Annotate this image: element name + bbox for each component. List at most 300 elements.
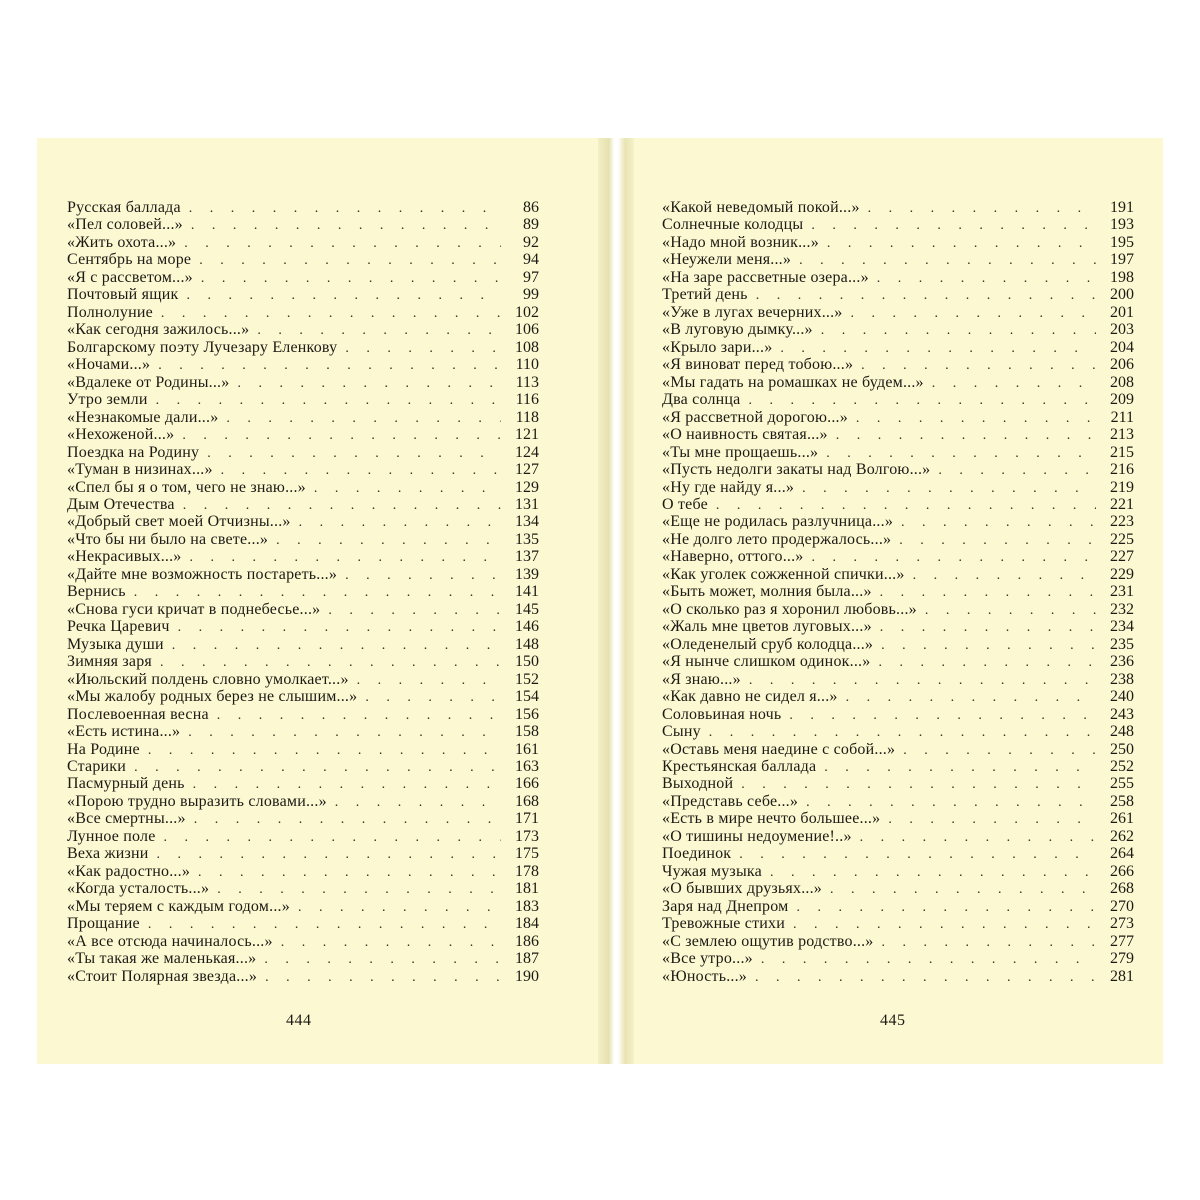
left-page <box>67 199 539 985</box>
toc-entry <box>67 845 539 862</box>
toc-dot-leader <box>770 864 1096 880</box>
toc-entry-page: 243 <box>1110 705 1134 723</box>
toc-entry-title: Чужая музыка <box>662 862 762 880</box>
toc-entry <box>662 863 1134 880</box>
toc-entry-title: «А все отсюда начиналось...» <box>67 932 273 950</box>
right-page-number: 445 <box>880 1012 906 1029</box>
toc-dot-leader <box>811 217 1096 233</box>
toc-dot-leader <box>161 305 501 321</box>
toc-dot-leader <box>901 514 1096 530</box>
toc-entry-page: 145 <box>515 600 539 618</box>
toc-entry-page: 252 <box>1110 758 1134 775</box>
toc-dot-leader <box>821 322 1096 338</box>
toc-dot-leader <box>183 497 501 513</box>
toc-entry-page: 198 <box>1110 268 1134 286</box>
toc-entry <box>662 775 1134 792</box>
toc-entry <box>67 636 539 653</box>
toc-dot-leader <box>851 305 1096 321</box>
toc-dot-leader <box>878 654 1096 670</box>
book-gutter <box>598 138 634 1064</box>
toc-entry-title: Сыну <box>662 723 701 741</box>
toc-entry-page: 240 <box>1110 688 1134 706</box>
toc-entry <box>662 968 1134 985</box>
toc-entry <box>662 933 1134 950</box>
toc-dot-leader <box>345 567 501 583</box>
toc-entry <box>662 723 1134 740</box>
toc-dot-leader <box>780 340 1096 356</box>
toc-entry-title: Русская баллада <box>67 199 181 216</box>
toc-entry-title: О тебе <box>662 495 708 513</box>
toc-entry-page: 201 <box>1110 303 1134 321</box>
toc-entry-title: «Мы гадать на ромашках не будем...» <box>662 373 924 391</box>
toc-entry-page: 219 <box>1110 478 1134 496</box>
toc-entry-title: «Стоит Полярная звезда...» <box>67 967 258 985</box>
toc-entry <box>662 601 1134 618</box>
toc-entry <box>67 496 539 513</box>
toc-entry <box>67 863 539 880</box>
toc-entry-title: «Снова гуси кричат в поднебесье...» <box>67 600 321 618</box>
toc-dot-leader <box>913 567 1096 583</box>
toc-dot-leader <box>160 654 501 670</box>
toc-entry-page: 277 <box>1110 932 1134 950</box>
toc-entry <box>67 531 539 548</box>
toc-entry-page: 99 <box>523 286 539 304</box>
toc-entry-title: «Вдалеке от Родины...» <box>67 373 230 391</box>
toc-dot-leader <box>899 532 1096 548</box>
toc-entry-title: «Надо мной возник...» <box>662 233 819 251</box>
toc-dot-leader <box>299 514 501 530</box>
toc-entry <box>662 513 1134 530</box>
toc-entry <box>67 723 539 740</box>
toc-entry <box>662 461 1134 478</box>
toc-entry-page: 135 <box>515 530 539 548</box>
toc-entry <box>67 339 539 356</box>
toc-entry <box>662 618 1134 635</box>
toc-dot-leader <box>157 846 501 862</box>
toc-entry-title: Старики <box>67 758 127 775</box>
toc-dot-leader <box>812 549 1096 565</box>
toc-dot-leader <box>925 602 1096 618</box>
toc-entry-title: Соловьиная ночь <box>662 705 782 723</box>
toc-entry <box>662 671 1134 688</box>
toc-entry-title: «Уже в лугах вечерних...» <box>662 303 843 321</box>
toc-entry-title: На Родине <box>67 740 140 758</box>
toc-dot-leader <box>265 969 501 985</box>
toc-entry-title: Прощание <box>67 915 140 933</box>
toc-entry-page: 264 <box>1110 845 1134 863</box>
toc-entry-title: «Ночами...» <box>67 356 151 374</box>
toc-dot-leader <box>221 462 501 478</box>
toc-entry <box>67 321 539 338</box>
toc-dot-leader <box>189 200 501 216</box>
toc-entry-page: 168 <box>515 792 539 810</box>
toc-entry-title: «Не долго лето продержалось...» <box>662 530 892 548</box>
toc-dot-leader <box>749 672 1096 688</box>
toc-entry-title: «О наивность святая...» <box>662 426 828 444</box>
toc-entry-page: 163 <box>515 758 539 775</box>
toc-entry-title: Веха жизни <box>67 845 149 863</box>
toc-entry-title: «Добрый свет моей Отчизны...» <box>67 513 291 531</box>
toc-dot-leader <box>903 742 1096 758</box>
toc-dot-leader <box>802 480 1096 496</box>
toc-entry-title: «Что бы ни было на свете...» <box>67 530 269 548</box>
toc-entry-title: «Есть в мире нечто большее...» <box>662 810 881 828</box>
toc-entry <box>662 199 1134 216</box>
toc-entry-page: 213 <box>1110 426 1134 444</box>
toc-entry-page: 225 <box>1110 530 1134 548</box>
toc-entry <box>67 548 539 565</box>
toc-entry-page: 273 <box>1110 915 1134 933</box>
toc-entry-page: 211 <box>1110 408 1134 426</box>
toc-dot-leader <box>881 637 1096 653</box>
toc-entry <box>662 374 1134 391</box>
toc-entry-title: «Крыло зари...» <box>662 338 773 356</box>
toc-entry-page: 97 <box>523 268 539 286</box>
right-page <box>662 199 1134 985</box>
toc-entry-page: 200 <box>1110 286 1134 304</box>
toc-entry-title: Поединок <box>662 845 732 863</box>
toc-entry-title: «Я нынче слишком одинок...» <box>662 653 871 671</box>
toc-dot-leader <box>281 934 501 950</box>
toc-dot-leader <box>799 252 1096 268</box>
toc-dot-leader <box>824 759 1096 775</box>
toc-entry-title: Пасмурный день <box>67 775 185 793</box>
toc-dot-leader <box>793 916 1096 932</box>
toc-entry-page: 183 <box>515 897 539 915</box>
toc-entry-title: Музыка души <box>67 635 164 653</box>
toc-dot-leader <box>877 270 1096 286</box>
toc-dot-leader <box>217 707 501 723</box>
toc-entry <box>662 845 1134 862</box>
toc-entry-title: Выходной <box>662 775 734 793</box>
toc-entry <box>662 409 1134 426</box>
toc-entry <box>662 321 1134 338</box>
toc-entry <box>67 269 539 286</box>
toc-entry-title: «Как радостно...» <box>67 862 191 880</box>
toc-entry <box>67 374 539 391</box>
toc-entry-title: «Как сегодня зажилось...» <box>67 321 250 339</box>
toc-dot-leader <box>856 410 1096 426</box>
toc-entry-title: Крестьянская баллада <box>662 758 817 775</box>
toc-entry-page: 238 <box>1110 670 1134 688</box>
toc-entry-page: 250 <box>1110 740 1134 758</box>
toc-entry <box>67 950 539 967</box>
toc-dot-leader <box>264 951 501 967</box>
toc-entry-page: 108 <box>515 338 539 356</box>
toc-entry <box>662 828 1134 845</box>
toc-dot-leader <box>741 776 1096 792</box>
toc-entry-page: 221 <box>1110 495 1134 513</box>
toc-dot-leader <box>257 322 501 338</box>
toc-entry-page: 232 <box>1110 600 1134 618</box>
toc-entry-title: «Юность...» <box>662 967 747 985</box>
toc-dot-leader <box>880 584 1096 600</box>
toc-dot-leader <box>806 794 1096 810</box>
toc-dot-leader <box>739 846 1096 862</box>
toc-entry-title: Зимняя заря <box>67 653 152 671</box>
toc-dot-leader <box>148 742 501 758</box>
toc-entry-title: Два солнца <box>662 391 741 409</box>
toc-entry-page: 191 <box>1110 199 1134 216</box>
toc-dot-leader <box>846 689 1096 705</box>
toc-dot-leader <box>314 480 501 496</box>
right-toc-list <box>662 199 1134 985</box>
toc-entry-page: 270 <box>1110 897 1134 915</box>
toc-entry-title: «Жить охота...» <box>67 233 177 251</box>
toc-entry-page: 236 <box>1110 653 1134 671</box>
toc-entry-title: «С землею ощутив родство...» <box>662 932 874 950</box>
toc-entry-page: 208 <box>1110 373 1134 391</box>
toc-entry-page: 229 <box>1110 565 1134 583</box>
toc-entry-title: Тревожные стихи <box>662 915 785 933</box>
toc-entry <box>67 391 539 408</box>
toc-entry-page: 227 <box>1110 548 1134 566</box>
toc-dot-leader <box>134 759 501 775</box>
toc-entry <box>67 706 539 723</box>
toc-entry-page: 206 <box>1110 356 1134 374</box>
toc-entry <box>662 583 1134 600</box>
toc-entry-page: 158 <box>515 723 539 741</box>
toc-entry-page: 255 <box>1110 775 1134 793</box>
toc-entry-page: 209 <box>1110 391 1134 409</box>
left-toc-list <box>67 199 539 985</box>
toc-entry-title: «Нехоженой...» <box>67 426 175 444</box>
toc-entry-page: 171 <box>515 810 539 828</box>
toc-entry-title: Полнолуние <box>67 303 153 321</box>
toc-entry-title: «О бывших друзьях...» <box>662 880 822 898</box>
toc-entry-page: 131 <box>515 495 539 513</box>
toc-entry-title: Утро земли <box>67 391 148 409</box>
toc-entry <box>67 583 539 600</box>
toc-entry-page: 248 <box>1110 723 1134 741</box>
toc-dot-leader <box>182 427 501 443</box>
toc-entry-page: 234 <box>1110 618 1134 636</box>
toc-entry-title: Сентябрь на море <box>67 251 192 269</box>
toc-entry <box>662 810 1134 827</box>
toc-dot-leader <box>761 951 1096 967</box>
toc-dot-leader <box>756 287 1096 303</box>
toc-dot-leader <box>186 287 501 303</box>
toc-entry <box>662 688 1134 705</box>
toc-entry <box>662 880 1134 897</box>
toc-entry-title: «Я с рассветом...» <box>67 268 193 286</box>
toc-dot-leader <box>172 637 501 653</box>
toc-entry-title: «Все смертны...» <box>67 810 186 828</box>
toc-entry-title: «Есть истина...» <box>67 723 181 741</box>
toc-entry <box>67 968 539 985</box>
toc-entry <box>67 444 539 461</box>
toc-entry <box>67 409 539 426</box>
toc-dot-leader <box>298 899 501 915</box>
toc-dot-leader <box>199 252 501 268</box>
toc-entry <box>67 304 539 321</box>
toc-entry <box>662 636 1134 653</box>
toc-dot-leader <box>207 445 501 461</box>
toc-entry-page: 203 <box>1110 321 1134 339</box>
toc-entry <box>662 950 1134 967</box>
toc-entry <box>662 479 1134 496</box>
toc-entry-page: 113 <box>515 373 539 391</box>
toc-entry-page: 195 <box>1110 233 1134 251</box>
toc-entry-title: «О сколько раз я хоронил любовь...» <box>662 600 917 618</box>
toc-entry-page: 186 <box>515 932 539 950</box>
toc-dot-leader <box>201 270 501 286</box>
toc-entry <box>67 426 539 443</box>
toc-entry <box>67 199 539 216</box>
toc-entry <box>662 426 1134 443</box>
left-page-number: 444 <box>286 1012 312 1029</box>
toc-entry-title: Болгарскому поэту Лучезару Еленкову <box>67 338 338 356</box>
toc-entry <box>67 653 539 670</box>
toc-dot-leader <box>860 829 1096 845</box>
toc-entry <box>67 793 539 810</box>
toc-entry-page: 216 <box>1110 461 1134 479</box>
toc-entry-page: 175 <box>515 845 539 863</box>
toc-entry-title: Дым Отечества <box>67 495 175 513</box>
toc-entry <box>67 758 539 775</box>
toc-entry-page: 86 <box>523 199 539 216</box>
toc-dot-leader <box>748 392 1096 408</box>
toc-entry <box>67 618 539 635</box>
toc-entry <box>662 304 1134 321</box>
toc-dot-leader <box>156 392 501 408</box>
toc-dot-leader <box>880 619 1096 635</box>
toc-entry-title: Речка Царевич <box>67 618 170 636</box>
toc-entry-page: 137 <box>515 548 539 566</box>
toc-dot-leader <box>709 724 1096 740</box>
toc-entry-title: «Как уголек сожженной спички...» <box>662 565 905 583</box>
toc-entry-title: «Все утро...» <box>662 950 753 968</box>
toc-dot-leader <box>158 357 501 373</box>
toc-entry <box>662 706 1134 723</box>
toc-entry <box>67 479 539 496</box>
toc-entry <box>662 356 1134 373</box>
toc-dot-leader <box>716 497 1096 513</box>
toc-entry <box>662 251 1134 268</box>
toc-entry <box>662 391 1134 408</box>
toc-entry <box>662 269 1134 286</box>
toc-dot-leader <box>198 864 501 880</box>
toc-dot-leader <box>796 899 1096 915</box>
toc-dot-leader <box>938 462 1096 478</box>
toc-entry-page: 178 <box>515 862 539 880</box>
toc-dot-leader <box>217 881 501 897</box>
toc-entry <box>67 880 539 897</box>
toc-entry-title: «Жаль мне цветов луговых...» <box>662 618 872 636</box>
toc-entry-page: 161 <box>515 740 539 758</box>
toc-entry <box>67 513 539 530</box>
toc-entry <box>67 828 539 845</box>
toc-entry-title: «На заре рассветные озера...» <box>662 268 869 286</box>
toc-entry-title: «Порою трудно выразить словами...» <box>67 792 327 810</box>
toc-entry-page: 146 <box>515 618 539 636</box>
toc-entry-page: 141 <box>515 583 539 601</box>
toc-entry-page: 150 <box>515 653 539 671</box>
toc-entry-title: «Июльский полдень словно умолкает...» <box>67 670 349 688</box>
toc-entry <box>662 566 1134 583</box>
toc-entry-page: 102 <box>515 303 539 321</box>
toc-entry-page: 173 <box>515 827 539 845</box>
toc-dot-leader <box>345 340 501 356</box>
toc-entry <box>67 671 539 688</box>
toc-dot-leader <box>328 602 501 618</box>
toc-dot-leader <box>836 427 1096 443</box>
toc-entry-page: 235 <box>1110 635 1134 653</box>
toc-entry <box>662 548 1134 565</box>
toc-entry-page: 116 <box>515 391 539 409</box>
toc-entry-title: «Представь себе...» <box>662 792 799 810</box>
toc-entry-page: 118 <box>515 408 539 426</box>
toc-entry-title: «Неужели меня...» <box>662 251 792 269</box>
toc-entry-title: Лунное поле <box>67 827 156 845</box>
toc-dot-leader <box>882 934 1096 950</box>
toc-entry-page: 215 <box>1110 443 1134 461</box>
toc-entry-page: 156 <box>515 705 539 723</box>
toc-dot-leader <box>335 794 501 810</box>
toc-entry-title: «Ты мне прощаешь...» <box>662 443 819 461</box>
toc-dot-leader <box>365 689 501 705</box>
toc-entry <box>67 898 539 915</box>
toc-entry-title: «Еще не родилась разлучница...» <box>662 513 894 531</box>
toc-dot-leader <box>134 584 501 600</box>
toc-entry-page: 110 <box>515 356 539 374</box>
toc-entry-page: 193 <box>1110 216 1134 234</box>
toc-entry-page: 204 <box>1110 338 1134 356</box>
toc-dot-leader <box>827 235 1096 251</box>
toc-dot-leader <box>188 724 501 740</box>
toc-dot-leader <box>178 619 501 635</box>
toc-entry <box>67 915 539 932</box>
toc-entry-page: 148 <box>515 635 539 653</box>
toc-dot-leader <box>164 829 501 845</box>
toc-entry-page: 127 <box>515 461 539 479</box>
toc-entry <box>662 531 1134 548</box>
toc-entry <box>67 216 539 233</box>
toc-entry-title: «Пел соловей...» <box>67 216 183 234</box>
toc-dot-leader <box>276 532 501 548</box>
toc-entry-title: «Оледенелый сруб колодца...» <box>662 635 874 653</box>
toc-entry <box>662 444 1134 461</box>
toc-dot-leader <box>861 357 1096 373</box>
toc-dot-leader <box>190 549 502 565</box>
toc-entry <box>67 234 539 251</box>
toc-entry-title: «Оставь меня наедине с собой...» <box>662 740 896 758</box>
toc-entry-title: «Наверно, оттого...» <box>662 548 804 566</box>
toc-entry <box>662 234 1134 251</box>
toc-entry <box>67 601 539 618</box>
toc-entry-title: «Я виноват перед тобою...» <box>662 356 854 374</box>
toc-entry <box>67 775 539 792</box>
toc-entry <box>67 810 539 827</box>
toc-entry <box>67 933 539 950</box>
toc-entry-page: 94 <box>523 251 539 269</box>
toc-entry-page: 184 <box>515 915 539 933</box>
toc-entry-page: 258 <box>1110 792 1134 810</box>
toc-entry-page: 261 <box>1110 810 1134 828</box>
toc-entry-page: 124 <box>515 443 539 461</box>
toc-entry-title: «Туман в низинах...» <box>67 461 213 479</box>
toc-entry-title: Поездка на Родину <box>67 443 200 461</box>
toc-entry <box>662 216 1134 233</box>
toc-entry <box>67 251 539 268</box>
toc-entry <box>67 356 539 373</box>
toc-entry <box>67 566 539 583</box>
toc-entry-title: «Спел бы я о том, чего не знаю...» <box>67 478 306 496</box>
toc-entry-title: Почтовый ящик <box>67 286 179 304</box>
toc-entry-title: «Когда усталость...» <box>67 880 210 898</box>
toc-dot-leader <box>226 410 501 426</box>
toc-entry-page: 187 <box>515 950 539 968</box>
